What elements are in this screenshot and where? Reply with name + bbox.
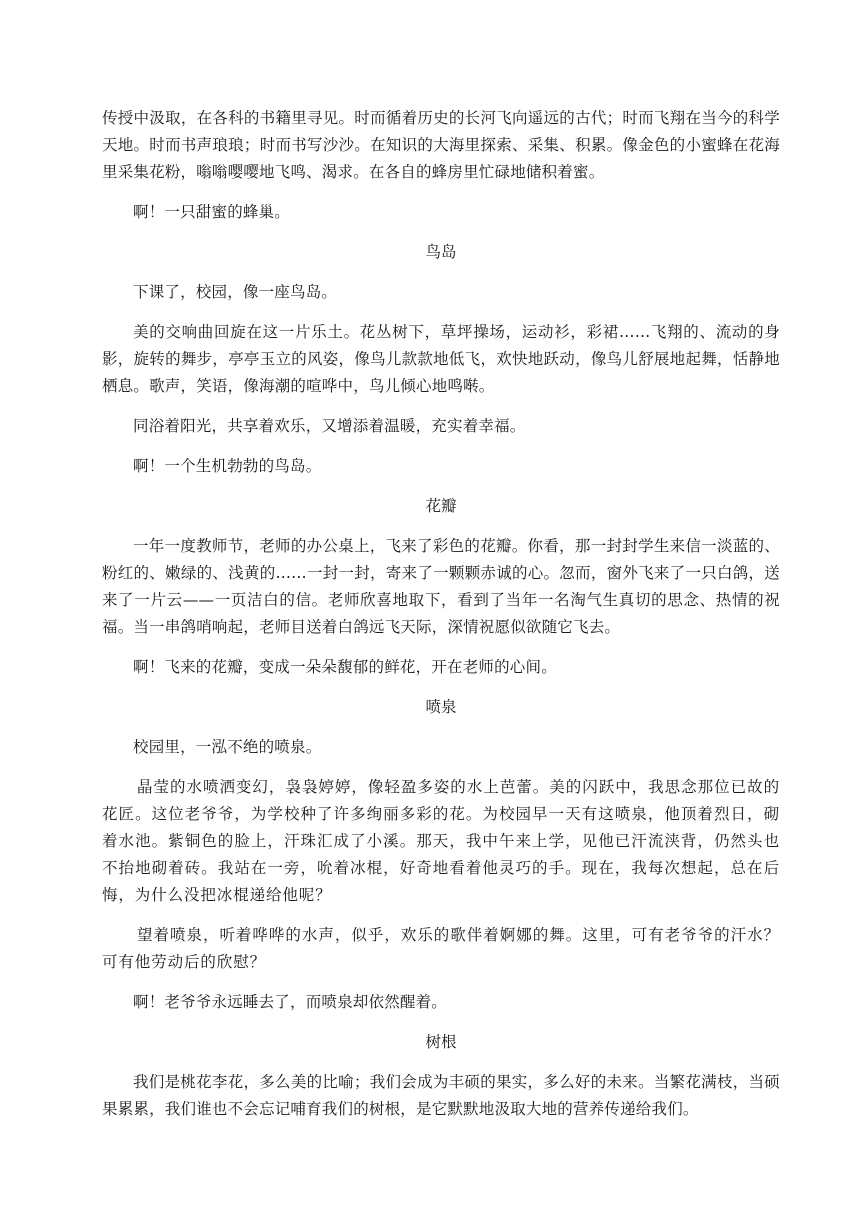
paragraph-sunshine: 同浴着阳光，共享着欢乐，又增添着温暖，充实着幸福。 bbox=[133, 417, 526, 435]
section-title-petals: 花瓣 bbox=[425, 497, 457, 515]
section-title-roots: 树根 bbox=[425, 1033, 457, 1051]
paragraph-fountain-exclaim: 啊！老爷爷永远睡去了，而喷泉却依然醒着。 bbox=[133, 993, 448, 1011]
paragraph-bird-island-exclaim: 啊！一个生机勃勃的鸟岛。 bbox=[133, 457, 322, 475]
paragraph-petals-exclaim: 啊！飞来的花瓣，变成一朵朵馥郁的鲜花，开在老师的心间。 bbox=[133, 658, 557, 676]
paragraph-gardener: 晶莹的水喷洒变幻，袅袅婷婷，像轻盈多姿的水上芭蕾。美的闪跃中，我思念那位已故的花匠。这位老爷爷，为学校种了许多绚丽多彩的花。为校园早一天有这喷泉，他顶着烈日，砌着水池。紫铜色的脸上，汗珠汇成了小溪。那天，我中午来上学，见他已汗流浃背，仍然头也不抬地砌着砖。我站在一旁，吮着冰棍，好奇地看着他灵巧的手。现在，我每次想起，总在后悔，为什么没把冰棍递给他呢？ bbox=[102, 778, 780, 904]
section-title-fountain: 喷泉 bbox=[425, 698, 457, 716]
paragraph-beehive-exclaim: 啊！一只甜蜜的蜂巢。 bbox=[133, 203, 291, 221]
paragraph-after-class: 下课了，校园，像一座鸟岛。 bbox=[133, 283, 338, 301]
section-title-bird-island: 鸟岛 bbox=[425, 243, 457, 261]
paragraph-fountain-intro: 校园里，一泓不绝的喷泉。 bbox=[133, 738, 322, 756]
paragraph-teachers-day: 一年一度教师节，老师的办公桌上，飞来了彩色的花瓣。你看，那一封封学生来信一淡蓝的、粉红的、嫩绿的、浅黄的……一封一封，寄来了一颗颗赤诚的心。忽而，窗外飞来了一只白鸽，送来了一片云——一页洁白的信。老师欣喜地取下，看到了当年一名淘气生真切的思念、热情的祝福。当一串鸽哨响起，老师目送着白鸽远飞天际，深情祝愿似欲随它飞去。 bbox=[102, 537, 780, 636]
paragraph-roots: 我们是桃花李花，多么美的比喻；我们会成为丰硕的果实，多么好的未来。当繁花满枝，当硕果累累，我们谁也不会忘记哺育我们的树根，是它默默地汲取大地的营养传递给我们。 bbox=[102, 1073, 780, 1118]
document-page bbox=[102, 105, 780, 1136]
paragraph-symphony: 美的交响曲回旋在这一片乐土。花丛树下，草坪操场，运动衫，彩裙……飞翔的、流动的身影，旋转的舞步，亭亭玉立的风姿，像鸟儿款款地低飞，欢快地跃动，像鸟儿舒展地起舞，恬静地栖息。歌声，笑语，像海潮的喧哗中，鸟儿倾心地鸣啭。 bbox=[102, 323, 780, 395]
paragraph-watching-fountain: 望着喷泉，听着哗哗的水声，似乎，欢乐的歌伴着婀娜的舞。这里，可有老爷爷的汗水？可有他劳动后的欣慰？ bbox=[102, 926, 780, 971]
paragraph-bee-study: 传授中汲取，在各科的书籍里寻见。时而循着历史的长河飞向遥远的古代；时而飞翔在当今的科学天地。时而书声琅琅；时而书写沙沙。在知识的大海里探索、采集、积累。像金色的小蜜蜂在花海里采集花粉，嗡嗡嘤嘤地飞鸣、渴求。在各自的蜂房里忙碌地储积着蜜。 bbox=[102, 109, 780, 181]
